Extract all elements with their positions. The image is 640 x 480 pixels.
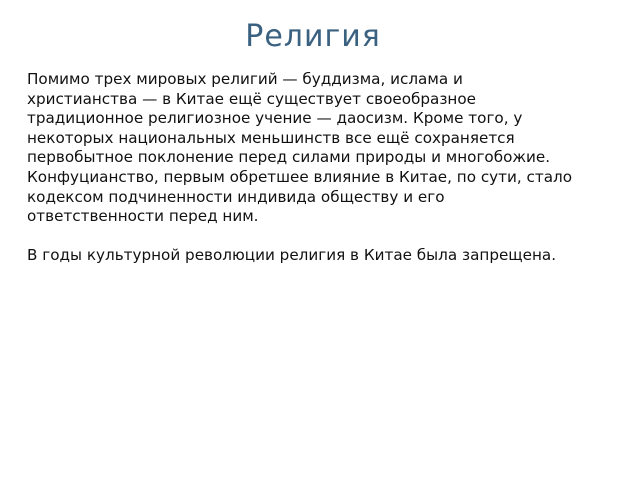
paragraph-line: некоторых национальных меньшинств все ещё сохраняется bbox=[27, 128, 515, 147]
slide-body bbox=[27, 70, 632, 266]
paragraph-line: христианства — в Китае ещё существует своеобразное bbox=[27, 89, 477, 108]
slide-title: Религия bbox=[245, 19, 381, 54]
paragraph-2: В годы культурной революции религия в Китае была запрещена. bbox=[27, 246, 557, 265]
paragraph-spacer bbox=[27, 227, 632, 247]
paragraph-line: Конфуцианство, первым обретшее влияние в Китае, по сути, стало bbox=[27, 167, 573, 186]
paragraph-line: традиционное религиозное учение — даосизм. Кроме того, у bbox=[27, 109, 523, 128]
paragraph-line: ответственности перед ним. bbox=[27, 207, 259, 226]
paragraph-line: кодексом подчиненности индивида обществу и его bbox=[27, 187, 445, 206]
paragraph-line: первобытное поклонение перед силами природы и многобожие. bbox=[27, 148, 551, 167]
paragraph-line: Помимо трех мировых религий — буддизма, ислама и bbox=[27, 70, 463, 88]
